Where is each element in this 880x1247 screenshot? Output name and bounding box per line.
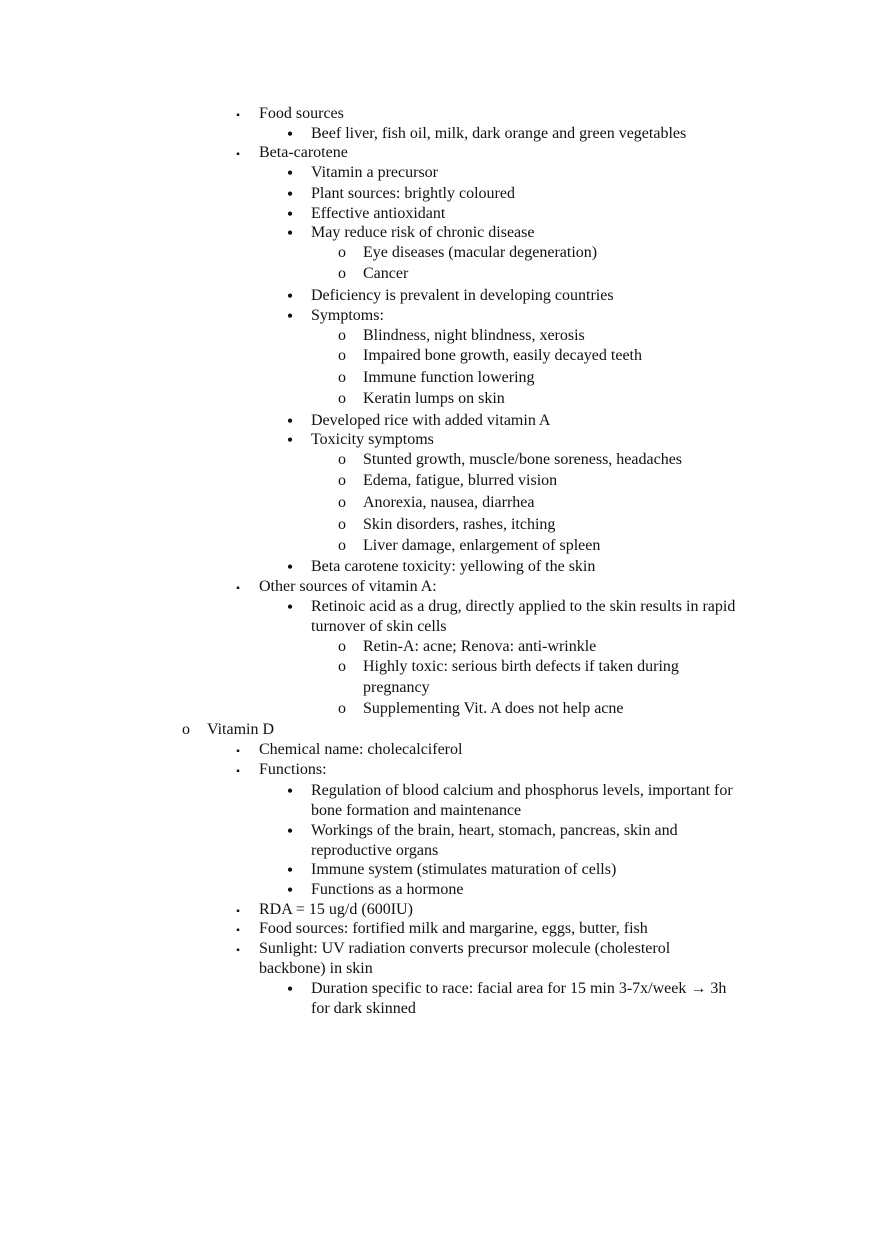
round-bullet-icon: •	[286, 223, 294, 243]
list-item: Functions:	[259, 761, 327, 778]
list-item: Impaired bone growth, easily decayed teeth	[363, 347, 642, 364]
list-item: May reduce risk of chronic disease	[311, 224, 535, 241]
round-bullet-icon: •	[286, 597, 294, 617]
round-bullet-icon: •	[286, 860, 294, 880]
list-item: Developed rice with added vitamin A	[311, 412, 551, 429]
list-item: Beef liver, fish oil, milk, dark orange and green vegetables	[311, 125, 687, 142]
list-item-continuation: pregnancy	[363, 679, 430, 696]
round-bullet-icon: •	[286, 411, 294, 431]
list-item: Cancer	[363, 265, 409, 282]
round-bullet-icon: •	[286, 781, 294, 801]
circle-bullet-icon: o	[338, 700, 346, 717]
list-item: Immune system (stimulates maturation of cells)	[311, 861, 617, 878]
round-bullet-icon: •	[286, 286, 294, 306]
list-item: Functions as a hormone	[311, 881, 464, 898]
list-item: Regulation of blood calcium and phosphorus levels, important for	[311, 782, 733, 799]
round-bullet-icon: •	[286, 979, 294, 999]
list-item: Workings of the brain, heart, stomach, pancreas, skin and	[311, 822, 678, 839]
circle-bullet-icon: o	[338, 244, 346, 261]
circle-bullet-icon: o	[338, 390, 346, 407]
section-heading-vitamin-d: Vitamin D	[207, 721, 275, 738]
round-bullet-icon: •	[286, 821, 294, 841]
list-item: Liver damage, enlargement of spleen	[363, 537, 601, 554]
list-item: Plant sources: brightly coloured	[311, 185, 515, 202]
list-item: Toxicity symptoms	[311, 431, 434, 448]
list-item: Anorexia, nausea, diarrhea	[363, 494, 535, 511]
list-item-continuation: reproductive organs	[311, 842, 439, 859]
list-item: Effective antioxidant	[311, 205, 446, 222]
round-bullet-icon: •	[286, 306, 294, 326]
circle-bullet-icon: o	[338, 638, 346, 655]
list-item-continuation: turnover of skin cells	[311, 618, 447, 635]
square-bullet-icon: ▪	[236, 945, 240, 956]
circle-bullet-icon: o	[182, 721, 190, 738]
list-item: Blindness, night blindness, xerosis	[363, 327, 585, 344]
list-item: Sunlight: UV radiation converts precursor molecule (cholesterol	[259, 940, 671, 957]
round-bullet-icon: •	[286, 880, 294, 900]
round-bullet-icon: •	[286, 163, 294, 183]
list-item: RDA = 15 ug/d (600IU)	[259, 901, 413, 918]
circle-bullet-icon: o	[338, 369, 346, 386]
round-bullet-icon: •	[286, 557, 294, 577]
list-item: Beta carotene toxicity: yellowing of the skin	[311, 558, 596, 575]
list-item: Duration specific to race: facial area for 15 min 3-7x/week → 3h	[311, 980, 727, 997]
list-item: Keratin lumps on skin	[363, 390, 505, 407]
list-item: Deficiency is prevalent in developing countries	[311, 287, 614, 304]
list-item: Immune function lowering	[363, 369, 535, 386]
circle-bullet-icon: o	[338, 516, 346, 533]
list-item-continuation: backbone) in skin	[259, 960, 373, 977]
list-item-continuation: bone formation and maintenance	[311, 802, 522, 819]
circle-bullet-icon: o	[338, 537, 346, 554]
square-bullet-icon: ▪	[236, 583, 240, 594]
list-item: Food sources	[259, 105, 344, 122]
list-item: Eye diseases (macular degeneration)	[363, 244, 598, 261]
list-item: Stunted growth, muscle/bone soreness, headaches	[363, 451, 683, 468]
list-item: Retin-A: acne; Renova: anti-wrinkle	[363, 638, 597, 655]
list-item: Retinoic acid as a drug, directly applied to the skin results in rapid	[311, 598, 736, 615]
circle-bullet-icon: o	[338, 494, 346, 511]
list-item: Supplementing Vit. A does not help acne	[363, 700, 624, 717]
square-bullet-icon: ▪	[236, 746, 240, 757]
list-item: Skin disorders, rashes, itching	[363, 516, 556, 533]
list-item-continuation: for dark skinned	[311, 1000, 416, 1017]
circle-bullet-icon: o	[338, 451, 346, 468]
circle-bullet-icon: o	[338, 472, 346, 489]
round-bullet-icon: •	[286, 124, 294, 144]
list-item: Highly toxic: serious birth defects if taken during	[363, 658, 679, 675]
square-bullet-icon: ▪	[236, 110, 240, 121]
round-bullet-icon: •	[286, 184, 294, 204]
square-bullet-icon: ▪	[236, 766, 240, 777]
circle-bullet-icon: o	[338, 265, 346, 282]
square-bullet-icon: ▪	[236, 906, 240, 917]
list-item: Other sources of vitamin A:	[259, 578, 437, 595]
square-bullet-icon: ▪	[236, 149, 240, 160]
round-bullet-icon: •	[286, 204, 294, 224]
list-item: Food sources: fortified milk and margarine, eggs, butter, fish	[259, 920, 648, 937]
circle-bullet-icon: o	[338, 347, 346, 364]
square-bullet-icon: ▪	[236, 925, 240, 936]
list-item: Chemical name: cholecalciferol	[259, 741, 463, 758]
circle-bullet-icon: o	[338, 658, 346, 675]
list-item: Beta-carotene	[259, 144, 348, 161]
round-bullet-icon: •	[286, 430, 294, 450]
list-item: Edema, fatigue, blurred vision	[363, 472, 558, 489]
list-item: Symptoms:	[311, 307, 384, 324]
list-item: Vitamin a precursor	[311, 164, 438, 181]
circle-bullet-icon: o	[338, 327, 346, 344]
